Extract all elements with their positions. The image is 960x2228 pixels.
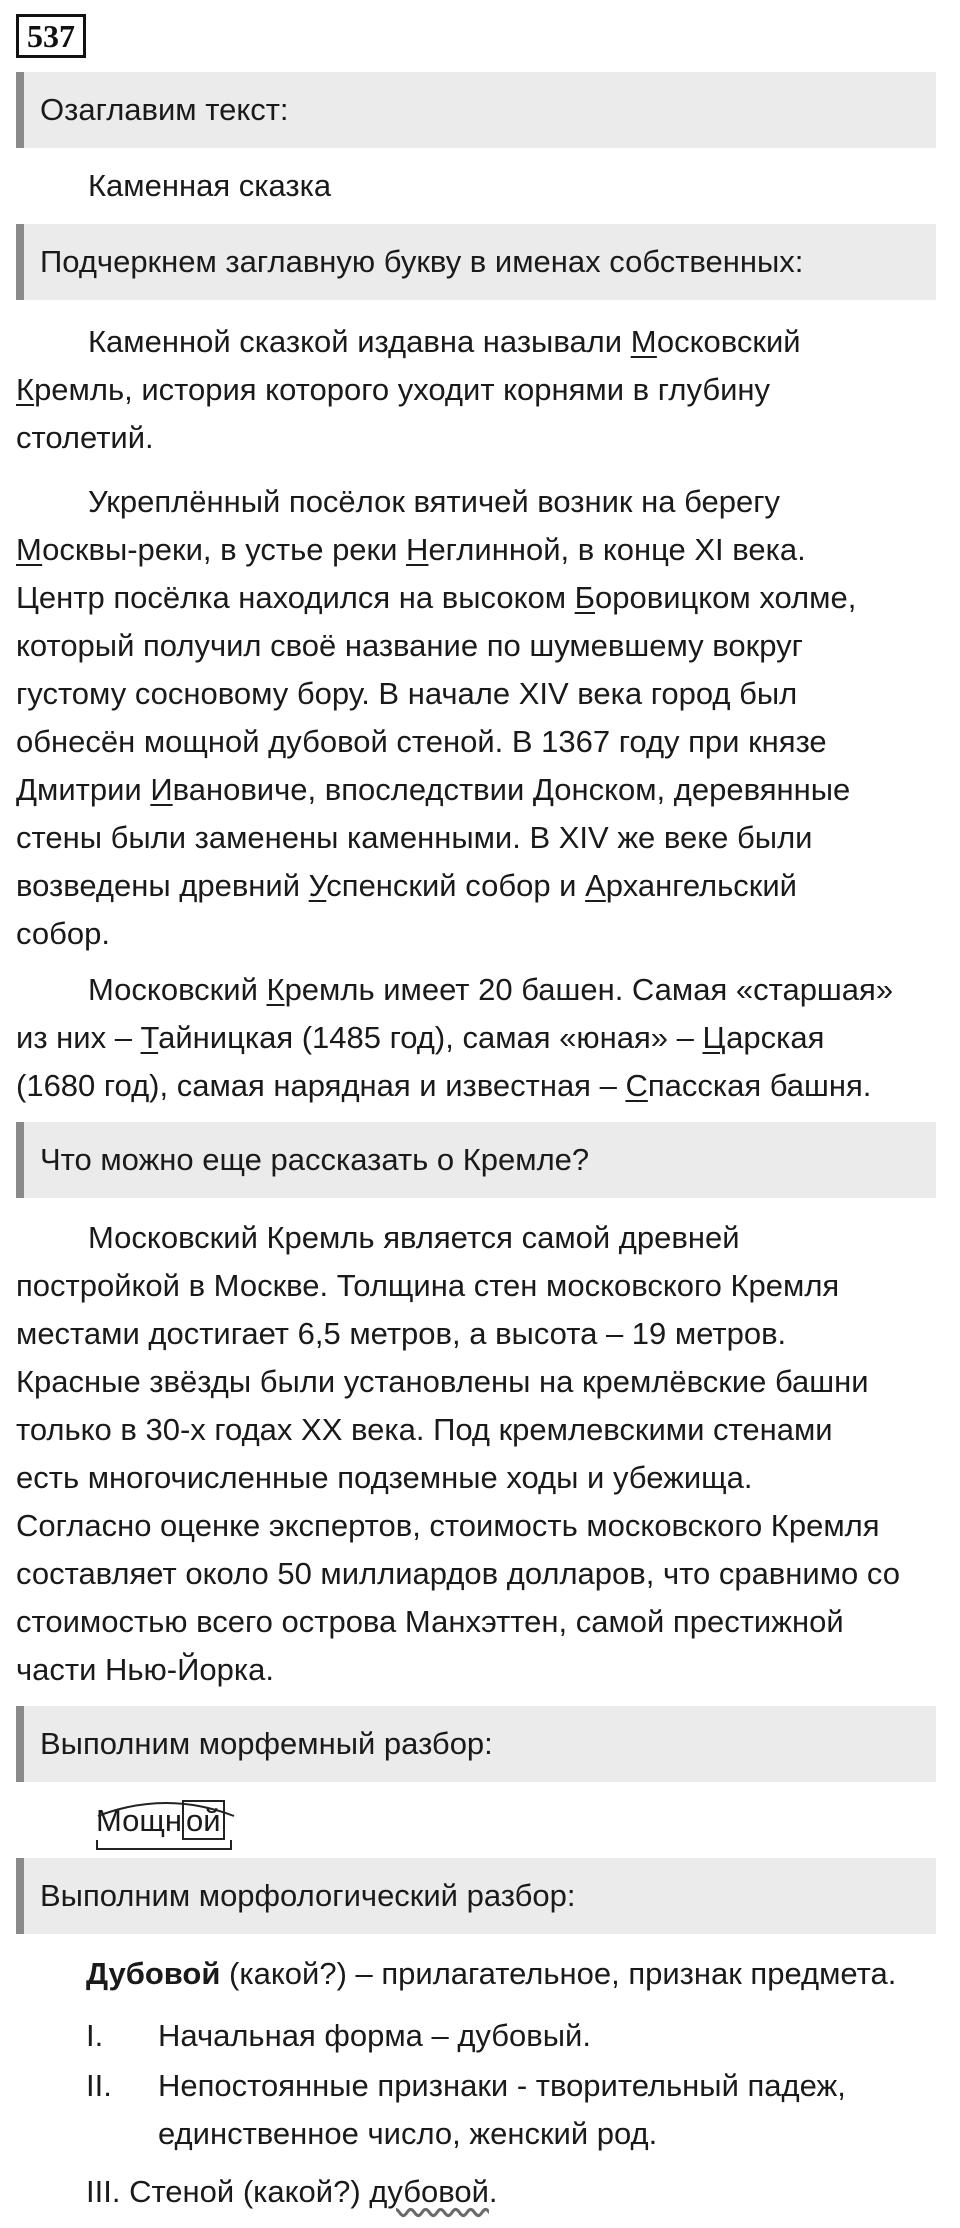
stem-bracket [96, 1840, 232, 1850]
section-header-capitals: Подчеркнем заглавную букву в именах собственных: [16, 224, 936, 300]
paragraph-2: Укреплённый посёлок вятичей возник на берегу Москвы-реки, в устье реки Неглинной, в конце XI века. Центр посёлка находился на высоком Боровицком холме, который получил своё название по шумевшему вокруг густому сосновому бору. В начале XIV века город был обнесён мощной дубовой стеной. В 1367 году при князе Дмитрии Ивановиче, впоследствии Донском, деревянные стены были заменены каменными. В XIV же веке были возведены древний Успенский собор и Архангельский собор. [16, 484, 857, 951]
section-header-morpheme: Выполним морфемный разбор: [16, 1706, 936, 1782]
task-number: 537 [16, 14, 86, 58]
paragraph-4: Московский Кремль является самой древней постройкой в Москве. Толщина стен московского Кремля местами достигает 6,5 метров, а высота – 19 метров. Красные звёзды были установлены на кремлёвские башни только в 30-х годах XX века. Под кремлевскими стенами есть многочисленные подземные ходы и убежища. Согласно оценке экспертов, стоимость московского Кремля составляет около 50 миллиардов долларов, что сравнимо со стоимостью всего острова Манхэттен, самой престижной части Нью-Йорка. [16, 1220, 900, 1687]
text-title: Каменная сказка [88, 168, 332, 203]
morphology-intro: Дубовой (какой?) – прилагательное, признак предмета. [86, 1956, 897, 1991]
wavy-underlined-word: дубовой [369, 2174, 489, 2209]
root-arc-mark [96, 1796, 236, 1818]
morphology-item-2: II. Непостоянные признаки - творительный падеж, единственное число, женский род. [86, 2068, 846, 2151]
paragraph-1: Каменной сказкой издавна называли Московский Кремль, история которого уходит корнями в глубину столетий. [16, 324, 801, 455]
paragraph-3: Московский Кремль имеет 20 башен. Самая «старшая» из них – Тайницкая (1485 год), самая «юная» – Царская (1680 год), самая нарядная и известная – Спасская башня. [16, 972, 894, 1103]
section-header-morphology: Выполним морфологический разбор: [16, 1858, 936, 1934]
morphology-item-3: III. Стеной (какой?) дубовой. [86, 2174, 498, 2209]
morpheme-stem: Мощн [96, 1803, 183, 1838]
section-header-title: Озаглавим текст: [16, 72, 936, 148]
section-header-kremlin: Что можно еще рассказать о Кремле? [16, 1122, 936, 1198]
morpheme-ending: ой [182, 1800, 225, 1840]
morpheme-analysis [96, 1800, 225, 1850]
morphology-item-1: I. Начальная форма – дубовый. [86, 2018, 591, 2053]
analyzed-word: Дубовой [86, 1956, 221, 1991]
